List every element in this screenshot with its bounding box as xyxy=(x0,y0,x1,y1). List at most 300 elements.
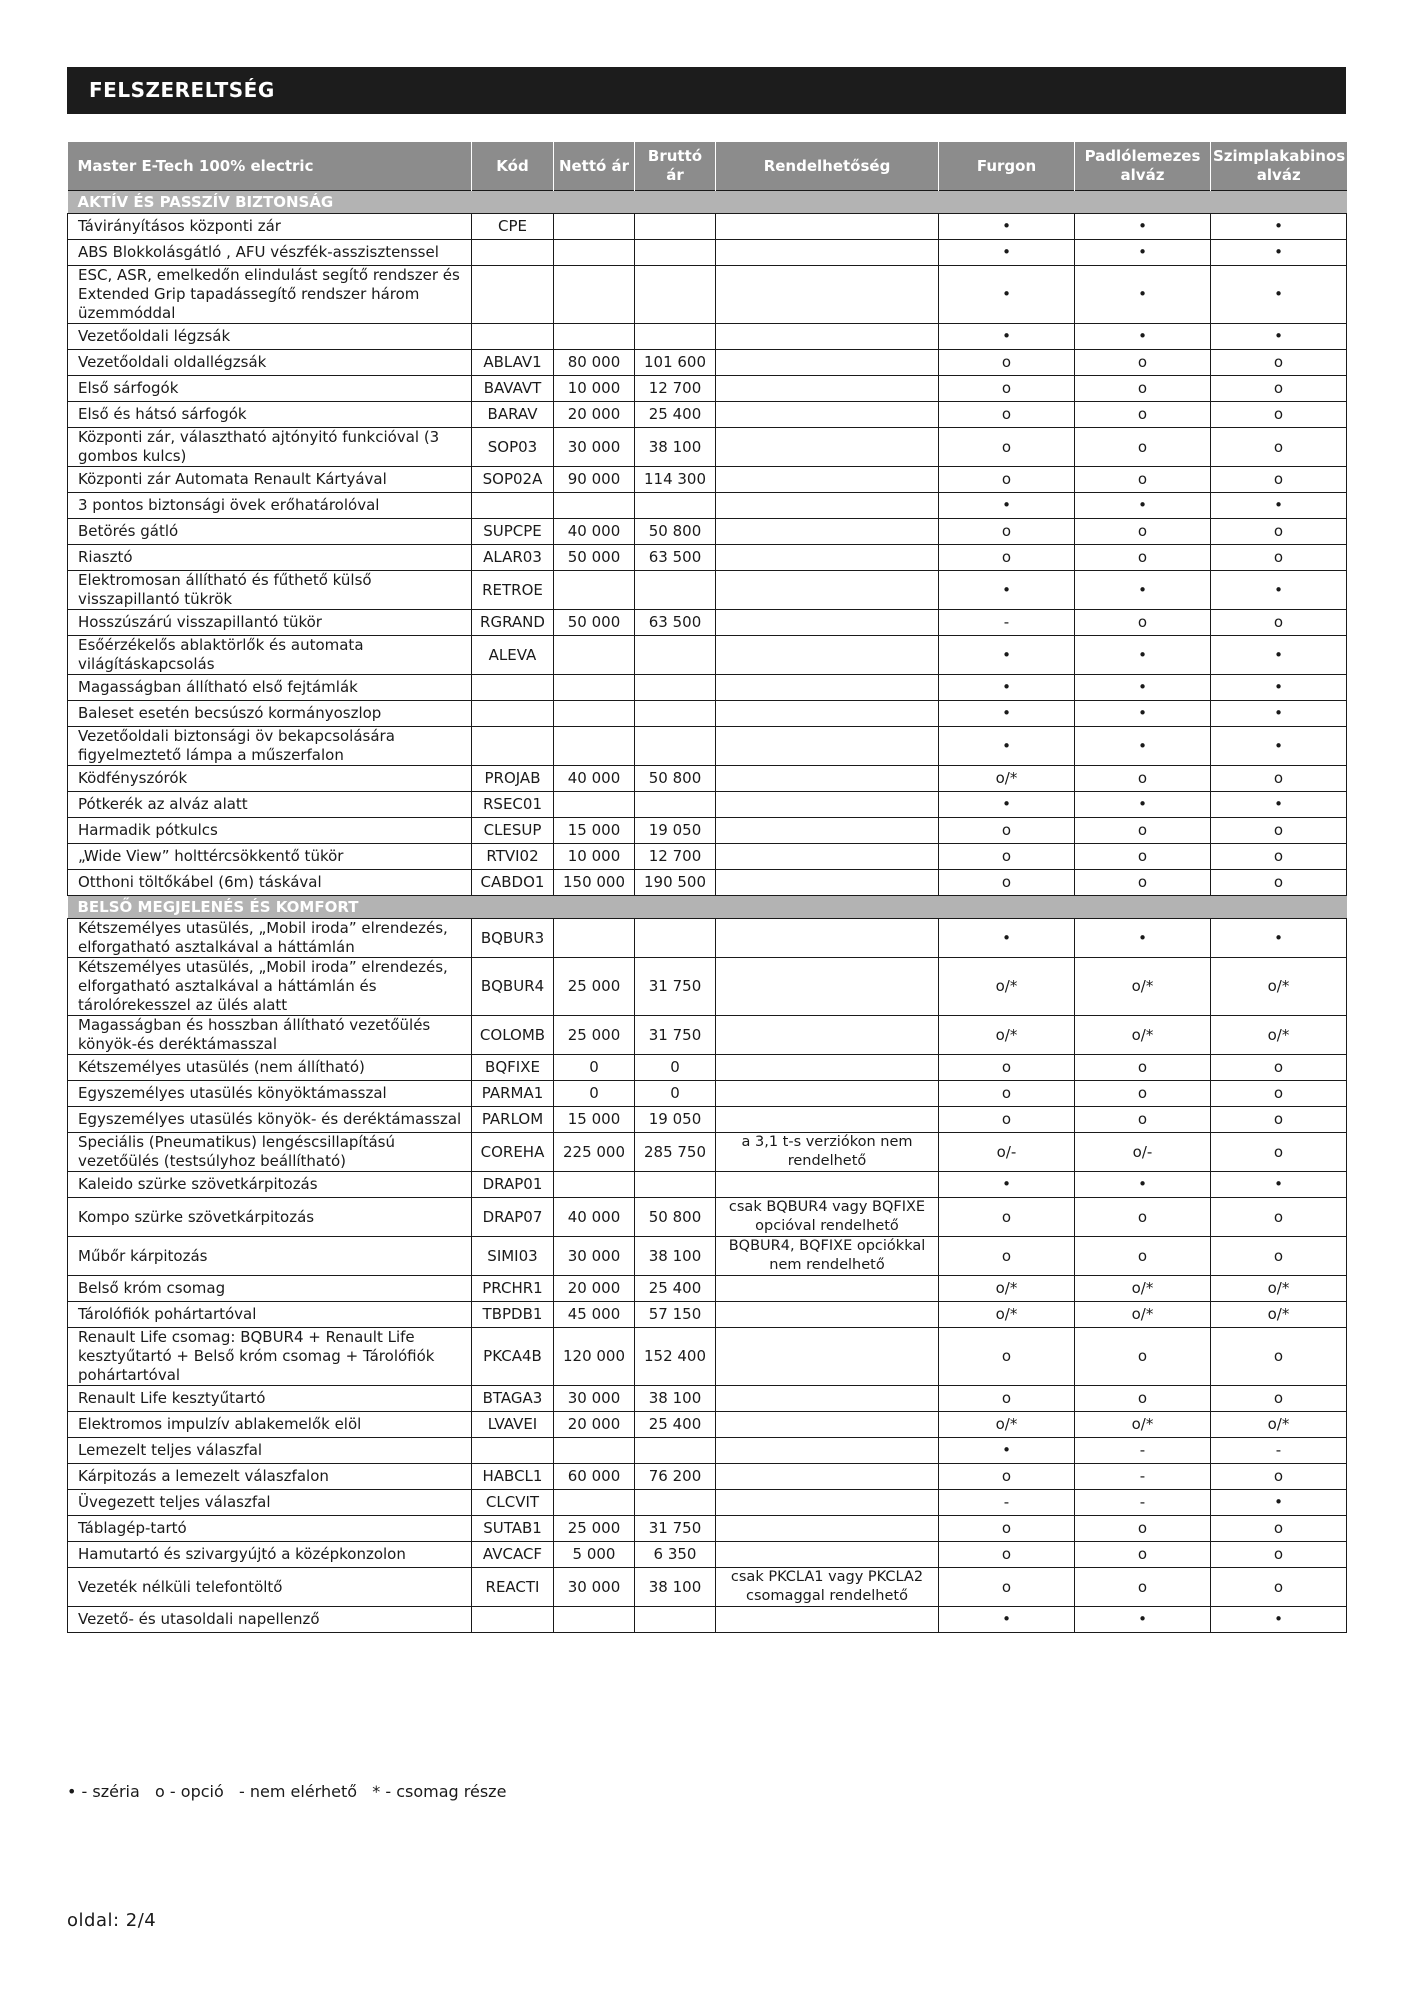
cell-availability xyxy=(716,1490,939,1516)
cell-szimplakabinos: o xyxy=(1211,545,1347,571)
cell-availability: a 3,1 t-s verziókon nem rendelhető xyxy=(716,1133,939,1172)
cell-name: Kaleido szürke szövetkárpitozás xyxy=(68,1172,472,1198)
cell-furgon: o xyxy=(939,1081,1075,1107)
cell-gross-price: 0 xyxy=(635,1055,716,1081)
table-row xyxy=(68,1516,1347,1542)
cell-name: Központi zár Automata Renault Kártyával xyxy=(68,467,472,493)
cell-furgon: o/* xyxy=(939,1276,1075,1302)
table-row xyxy=(68,818,1347,844)
cell-padlolemezes: • xyxy=(1075,214,1211,240)
cell-net-price: 0 xyxy=(554,1081,635,1107)
cell-name: Vezető- és utasoldali napellenző xyxy=(68,1607,472,1633)
table-row xyxy=(68,467,1347,493)
cell-net-price: 0 xyxy=(554,1055,635,1081)
cell-code: CLCVIT xyxy=(472,1490,554,1516)
cell-furgon: o/- xyxy=(939,1133,1075,1172)
cell-name: Egyszemélyes utasülés könyök- és deréktámasszal xyxy=(68,1107,472,1133)
legend: • - széria o - opció - nem elérhető * - csomag része xyxy=(67,1782,507,1801)
cell-gross-price: 0 xyxy=(635,1081,716,1107)
cell-gross-price xyxy=(635,571,716,610)
cell-gross-price xyxy=(635,727,716,766)
cell-padlolemezes: o xyxy=(1075,844,1211,870)
cell-furgon: • xyxy=(939,675,1075,701)
table-row xyxy=(68,958,1347,1016)
cell-padlolemezes: o xyxy=(1075,1568,1211,1607)
cell-gross-price: 6 350 xyxy=(635,1542,716,1568)
table-row xyxy=(68,1172,1347,1198)
cell-szimplakabinos: • xyxy=(1211,636,1347,675)
cell-szimplakabinos: • xyxy=(1211,792,1347,818)
page-number: oldal: 2/4 xyxy=(67,1910,157,1931)
cell-net-price xyxy=(554,324,635,350)
cell-code xyxy=(472,493,554,519)
table-row xyxy=(68,1464,1347,1490)
cell-availability xyxy=(716,610,939,636)
table-body xyxy=(68,191,1347,1633)
cell-code xyxy=(472,1438,554,1464)
cell-szimplakabinos: • xyxy=(1211,701,1347,727)
cell-code xyxy=(472,240,554,266)
cell-code: BQBUR4 xyxy=(472,958,554,1016)
cell-code: ALEVA xyxy=(472,636,554,675)
cell-padlolemezes: - xyxy=(1075,1464,1211,1490)
cell-name: Kétszemélyes utasülés, „Mobil iroda” elrendezés, elforgatható asztalkával a háttámlán xyxy=(68,919,472,958)
cell-name: Kompo szürke szövetkárpitozás xyxy=(68,1198,472,1237)
cell-gross-price xyxy=(635,919,716,958)
cell-padlolemezes: o/* xyxy=(1075,1302,1211,1328)
cell-availability xyxy=(716,818,939,844)
cell-padlolemezes: o/- xyxy=(1075,1133,1211,1172)
cell-furgon: • xyxy=(939,701,1075,727)
cell-padlolemezes: o xyxy=(1075,519,1211,545)
cell-furgon: o xyxy=(939,519,1075,545)
cell-net-price: 225 000 xyxy=(554,1133,635,1172)
cell-furgon: o xyxy=(939,1516,1075,1542)
cell-net-price: 5 000 xyxy=(554,1542,635,1568)
cell-name: Hamutartó és szivargyújtó a középkonzolon xyxy=(68,1542,472,1568)
cell-gross-price xyxy=(635,1172,716,1198)
cell-net-price: 40 000 xyxy=(554,1198,635,1237)
table-header-row xyxy=(68,142,1347,191)
cell-net-price: 20 000 xyxy=(554,1412,635,1438)
cell-code: SIMI03 xyxy=(472,1237,554,1276)
cell-gross-price: 190 500 xyxy=(635,870,716,896)
table-row xyxy=(68,870,1347,896)
table-row xyxy=(68,493,1347,519)
cell-gross-price xyxy=(635,240,716,266)
table-row xyxy=(68,701,1347,727)
cell-padlolemezes: • xyxy=(1075,571,1211,610)
cell-availability xyxy=(716,376,939,402)
cell-gross-price: 12 700 xyxy=(635,844,716,870)
cell-code xyxy=(472,727,554,766)
cell-name: Kétszemélyes utasülés (nem állítható) xyxy=(68,1055,472,1081)
table-row xyxy=(68,636,1347,675)
cell-availability xyxy=(716,1607,939,1633)
cell-gross-price: 63 500 xyxy=(635,545,716,571)
cell-padlolemezes: • xyxy=(1075,240,1211,266)
cell-name: Kétszemélyes utasülés, „Mobil iroda” elrendezés, elforgatható asztalkával a háttámlán és tárolórekesszel az ülés alatt xyxy=(68,958,472,1016)
cell-availability xyxy=(716,1172,939,1198)
cell-availability xyxy=(716,350,939,376)
cell-gross-price xyxy=(635,1438,716,1464)
cell-furgon: • xyxy=(939,493,1075,519)
cell-padlolemezes: o xyxy=(1075,467,1211,493)
category-row xyxy=(68,896,1347,919)
cell-padlolemezes: o xyxy=(1075,350,1211,376)
header-net-price: Nettó ár xyxy=(554,142,635,191)
cell-szimplakabinos: o xyxy=(1211,1237,1347,1276)
cell-furgon: o xyxy=(939,1386,1075,1412)
cell-name: Ködfényszórók xyxy=(68,766,472,792)
cell-net-price: 10 000 xyxy=(554,844,635,870)
cell-furgon: • xyxy=(939,266,1075,324)
cell-furgon: o xyxy=(939,1198,1075,1237)
cell-availability xyxy=(716,1542,939,1568)
cell-furgon: o xyxy=(939,402,1075,428)
cell-szimplakabinos: • xyxy=(1211,1490,1347,1516)
cell-padlolemezes: o xyxy=(1075,1542,1211,1568)
cell-gross-price: 76 200 xyxy=(635,1464,716,1490)
header-model: Master E-Tech 100% electric xyxy=(68,142,472,191)
cell-net-price: 10 000 xyxy=(554,376,635,402)
cell-net-price xyxy=(554,266,635,324)
table-row xyxy=(68,727,1347,766)
cell-szimplakabinos: o xyxy=(1211,1386,1347,1412)
cell-availability xyxy=(716,675,939,701)
cell-furgon: o xyxy=(939,350,1075,376)
cell-name: Magasságban és hosszban állítható vezetőülés könyök-és deréktámasszal xyxy=(68,1016,472,1055)
cell-net-price xyxy=(554,727,635,766)
cell-padlolemezes: • xyxy=(1075,636,1211,675)
cell-name: Vezetőoldali biztonsági öv bekapcsolására figyelmeztető lámpa a műszerfalon xyxy=(68,727,472,766)
cell-padlolemezes: o xyxy=(1075,376,1211,402)
cell-szimplakabinos: • xyxy=(1211,240,1347,266)
equipment-table xyxy=(67,142,1347,1633)
cell-code xyxy=(472,324,554,350)
cell-availability xyxy=(716,1016,939,1055)
table-row xyxy=(68,402,1347,428)
cell-name: ABS Blokkolásgátló , AFU vészfék-asszisztenssel xyxy=(68,240,472,266)
cell-availability xyxy=(716,958,939,1016)
cell-availability xyxy=(716,636,939,675)
cell-code xyxy=(472,675,554,701)
cell-availability xyxy=(716,701,939,727)
cell-szimplakabinos: o xyxy=(1211,1542,1347,1568)
table-row xyxy=(68,1302,1347,1328)
cell-availability: csak PKCLA1 vagy PKCLA2 csomaggal rendelhető xyxy=(716,1568,939,1607)
cell-szimplakabinos: • xyxy=(1211,571,1347,610)
cell-name: Esőérzékelős ablaktörlők és automata világításkapcsolás xyxy=(68,636,472,675)
cell-gross-price xyxy=(635,493,716,519)
cell-availability xyxy=(716,1386,939,1412)
cell-padlolemezes: o xyxy=(1075,545,1211,571)
cell-furgon: • xyxy=(939,214,1075,240)
cell-szimplakabinos: o xyxy=(1211,870,1347,896)
table-row xyxy=(68,214,1347,240)
cell-code: PKCA4B xyxy=(472,1328,554,1386)
cell-code: HABCL1 xyxy=(472,1464,554,1490)
cell-furgon: o xyxy=(939,1464,1075,1490)
cell-gross-price: 152 400 xyxy=(635,1328,716,1386)
cell-furgon: o/* xyxy=(939,766,1075,792)
cell-szimplakabinos: • xyxy=(1211,266,1347,324)
cell-net-price: 50 000 xyxy=(554,545,635,571)
cell-gross-price: 114 300 xyxy=(635,467,716,493)
table-row xyxy=(68,919,1347,958)
cell-name: Lemezelt teljes válaszfal xyxy=(68,1438,472,1464)
cell-net-price xyxy=(554,701,635,727)
cell-furgon: o xyxy=(939,467,1075,493)
table-row xyxy=(68,1198,1347,1237)
cell-name: Pótkerék az alváz alatt xyxy=(68,792,472,818)
cell-padlolemezes: - xyxy=(1075,1490,1211,1516)
table-row xyxy=(68,1107,1347,1133)
cell-code: LVAVEI xyxy=(472,1412,554,1438)
cell-net-price xyxy=(554,1438,635,1464)
cell-furgon: o xyxy=(939,1542,1075,1568)
cell-szimplakabinos: o xyxy=(1211,1081,1347,1107)
cell-szimplakabinos: • xyxy=(1211,727,1347,766)
cell-gross-price: 38 100 xyxy=(635,428,716,467)
cell-name: ESC, ASR, emelkedőn elindulást segítő rendszer és Extended Grip tapadássegítő rendszer három üzemmóddal xyxy=(68,266,472,324)
cell-availability xyxy=(716,1516,939,1542)
cell-padlolemezes: o xyxy=(1075,1198,1211,1237)
cell-net-price: 25 000 xyxy=(554,1516,635,1542)
cell-code: PROJAB xyxy=(472,766,554,792)
cell-availability xyxy=(716,766,939,792)
table-row xyxy=(68,1568,1347,1607)
cell-szimplakabinos: o xyxy=(1211,1464,1347,1490)
cell-net-price: 40 000 xyxy=(554,519,635,545)
cell-name: Hosszúszárú visszapillantó tükör xyxy=(68,610,472,636)
header-code: Kód xyxy=(472,142,554,191)
header-padlolemezes: Padlólemezes alváz xyxy=(1075,142,1211,191)
cell-code xyxy=(472,1607,554,1633)
cell-szimplakabinos: • xyxy=(1211,919,1347,958)
cell-furgon: - xyxy=(939,1490,1075,1516)
cell-net-price: 20 000 xyxy=(554,402,635,428)
cell-padlolemezes: • xyxy=(1075,701,1211,727)
cell-furgon: • xyxy=(939,636,1075,675)
cell-furgon: o/* xyxy=(939,1302,1075,1328)
cell-availability xyxy=(716,467,939,493)
cell-szimplakabinos: • xyxy=(1211,493,1347,519)
cell-availability xyxy=(716,1055,939,1081)
cell-name: Üvegezett teljes válaszfal xyxy=(68,1490,472,1516)
cell-szimplakabinos: o xyxy=(1211,402,1347,428)
cell-padlolemezes: o xyxy=(1075,1055,1211,1081)
cell-szimplakabinos: o xyxy=(1211,1055,1347,1081)
cell-furgon: • xyxy=(939,240,1075,266)
cell-gross-price xyxy=(635,1490,716,1516)
cell-szimplakabinos: o xyxy=(1211,1198,1347,1237)
cell-net-price xyxy=(554,1607,635,1633)
cell-name: „Wide View” holttércsökkentő tükör xyxy=(68,844,472,870)
cell-availability xyxy=(716,919,939,958)
cell-name: Első és hátsó sárfogók xyxy=(68,402,472,428)
cell-code: DRAP07 xyxy=(472,1198,554,1237)
cell-availability xyxy=(716,214,939,240)
cell-net-price: 15 000 xyxy=(554,1107,635,1133)
cell-net-price: 40 000 xyxy=(554,766,635,792)
cell-gross-price xyxy=(635,701,716,727)
cell-szimplakabinos: o xyxy=(1211,610,1347,636)
table-row xyxy=(68,519,1347,545)
cell-szimplakabinos: o/* xyxy=(1211,1412,1347,1438)
cell-padlolemezes: o/* xyxy=(1075,1276,1211,1302)
cell-name: Speciális (Pneumatikus) lengéscsillapítású vezetőülés (testsúlyhoz beállítható) xyxy=(68,1133,472,1172)
cell-code: RGRAND xyxy=(472,610,554,636)
table-row xyxy=(68,1237,1347,1276)
cell-furgon: • xyxy=(939,792,1075,818)
cell-net-price xyxy=(554,919,635,958)
cell-code: COREHA xyxy=(472,1133,554,1172)
cell-availability xyxy=(716,844,939,870)
cell-availability xyxy=(716,571,939,610)
cell-furgon: • xyxy=(939,324,1075,350)
cell-gross-price xyxy=(635,636,716,675)
cell-net-price: 80 000 xyxy=(554,350,635,376)
cell-availability xyxy=(716,519,939,545)
cell-availability xyxy=(716,1328,939,1386)
cell-code: BQBUR3 xyxy=(472,919,554,958)
cell-availability xyxy=(716,1107,939,1133)
cell-availability xyxy=(716,324,939,350)
cell-furgon: • xyxy=(939,1607,1075,1633)
cell-name: Betörés gátló xyxy=(68,519,472,545)
cell-furgon: o xyxy=(939,1055,1075,1081)
cell-padlolemezes: • xyxy=(1075,792,1211,818)
cell-net-price: 15 000 xyxy=(554,818,635,844)
cell-name: Otthoni töltőkábel (6m) táskával xyxy=(68,870,472,896)
header-szimplakabinos: Szimplakabinos alváz xyxy=(1211,142,1347,191)
cell-name: Magasságban állítható első fejtámlák xyxy=(68,675,472,701)
cell-gross-price: 19 050 xyxy=(635,1107,716,1133)
cell-furgon: o xyxy=(939,870,1075,896)
cell-gross-price: 38 100 xyxy=(635,1386,716,1412)
cell-net-price xyxy=(554,675,635,701)
cell-name: Belső króm csomag xyxy=(68,1276,472,1302)
cell-gross-price: 25 400 xyxy=(635,1412,716,1438)
cell-code: SUPCPE xyxy=(472,519,554,545)
cell-szimplakabinos: o xyxy=(1211,376,1347,402)
cell-name: Vezeték nélküli telefontöltő xyxy=(68,1568,472,1607)
cell-padlolemezes: o xyxy=(1075,402,1211,428)
cell-gross-price: 25 400 xyxy=(635,1276,716,1302)
cell-szimplakabinos: o xyxy=(1211,1516,1347,1542)
table-row xyxy=(68,1542,1347,1568)
cell-code: BQFIXE xyxy=(472,1055,554,1081)
cell-name: Elektromosan állítható és fűthető külső visszapillantó tükrök xyxy=(68,571,472,610)
cell-szimplakabinos: o xyxy=(1211,519,1347,545)
cell-name: Baleset esetén becsúszó kormányoszlop xyxy=(68,701,472,727)
cell-name: Renault Life csomag: BQBUR4 + Renault Life kesztyűtartó + Belső króm csomag + Tárolófiók pohártartóval xyxy=(68,1328,472,1386)
cell-code: SOP03 xyxy=(472,428,554,467)
cell-furgon: o/* xyxy=(939,1412,1075,1438)
cell-code: BTAGA3 xyxy=(472,1386,554,1412)
cell-szimplakabinos: - xyxy=(1211,1438,1347,1464)
table-row xyxy=(68,1607,1347,1633)
cell-code xyxy=(472,266,554,324)
cell-code: CPE xyxy=(472,214,554,240)
cell-net-price: 150 000 xyxy=(554,870,635,896)
cell-szimplakabinos: • xyxy=(1211,1607,1347,1633)
cell-padlolemezes: o/* xyxy=(1075,1412,1211,1438)
cell-net-price: 25 000 xyxy=(554,1016,635,1055)
cell-padlolemezes: • xyxy=(1075,266,1211,324)
header-availability: Rendelhetőség xyxy=(716,142,939,191)
cell-gross-price xyxy=(635,214,716,240)
cell-name: Központi zár, választható ajtónyitó funkcióval (3 gombos kulcs) xyxy=(68,428,472,467)
header-gross-price: Bruttó ár xyxy=(635,142,716,191)
table-row xyxy=(68,571,1347,610)
cell-szimplakabinos: o xyxy=(1211,1568,1347,1607)
section-title: FELSZERELTSÉG xyxy=(67,67,1346,114)
cell-gross-price: 19 050 xyxy=(635,818,716,844)
cell-szimplakabinos: • xyxy=(1211,324,1347,350)
table-row xyxy=(68,610,1347,636)
cell-code: PRCHR1 xyxy=(472,1276,554,1302)
table-row xyxy=(68,545,1347,571)
equipment-table-wrap xyxy=(67,142,1346,1633)
cell-availability xyxy=(716,792,939,818)
cell-padlolemezes: o/* xyxy=(1075,1016,1211,1055)
cell-gross-price: 50 800 xyxy=(635,1198,716,1237)
cell-net-price: 60 000 xyxy=(554,1464,635,1490)
cell-furgon: o xyxy=(939,1107,1075,1133)
table-row xyxy=(68,1328,1347,1386)
cell-availability xyxy=(716,428,939,467)
table-row xyxy=(68,1438,1347,1464)
cell-furgon: o xyxy=(939,844,1075,870)
cell-szimplakabinos: o xyxy=(1211,818,1347,844)
cell-padlolemezes: o xyxy=(1075,610,1211,636)
cell-furgon: o xyxy=(939,376,1075,402)
cell-availability xyxy=(716,1412,939,1438)
cell-furgon: • xyxy=(939,727,1075,766)
cell-padlolemezes: • xyxy=(1075,675,1211,701)
cell-padlolemezes: - xyxy=(1075,1438,1211,1464)
cell-availability: BQBUR4, BQFIXE opciókkal nem rendelhető xyxy=(716,1237,939,1276)
cell-furgon: • xyxy=(939,919,1075,958)
cell-code: REACTI xyxy=(472,1568,554,1607)
cell-code: AVCACF xyxy=(472,1542,554,1568)
cell-availability xyxy=(716,1438,939,1464)
cell-name: Vezetőoldali oldallégzsák xyxy=(68,350,472,376)
cell-szimplakabinos: • xyxy=(1211,1172,1347,1198)
cell-gross-price: 285 750 xyxy=(635,1133,716,1172)
cell-szimplakabinos: o xyxy=(1211,1328,1347,1386)
table-row xyxy=(68,324,1347,350)
cell-code: RETROE xyxy=(472,571,554,610)
cell-padlolemezes: • xyxy=(1075,493,1211,519)
cell-code xyxy=(472,701,554,727)
cell-name: Egyszemélyes utasülés könyöktámasszal xyxy=(68,1081,472,1107)
cell-net-price xyxy=(554,1490,635,1516)
table-row xyxy=(68,1490,1347,1516)
cell-padlolemezes: • xyxy=(1075,1607,1211,1633)
cell-name: Tárolófiók pohártartóval xyxy=(68,1302,472,1328)
header-furgon: Furgon xyxy=(939,142,1075,191)
cell-code: ALAR03 xyxy=(472,545,554,571)
cell-gross-price xyxy=(635,266,716,324)
cell-name: Riasztó xyxy=(68,545,472,571)
cell-availability xyxy=(716,1276,939,1302)
cell-gross-price: 57 150 xyxy=(635,1302,716,1328)
cell-net-price: 25 000 xyxy=(554,958,635,1016)
cell-szimplakabinos: o/* xyxy=(1211,1302,1347,1328)
